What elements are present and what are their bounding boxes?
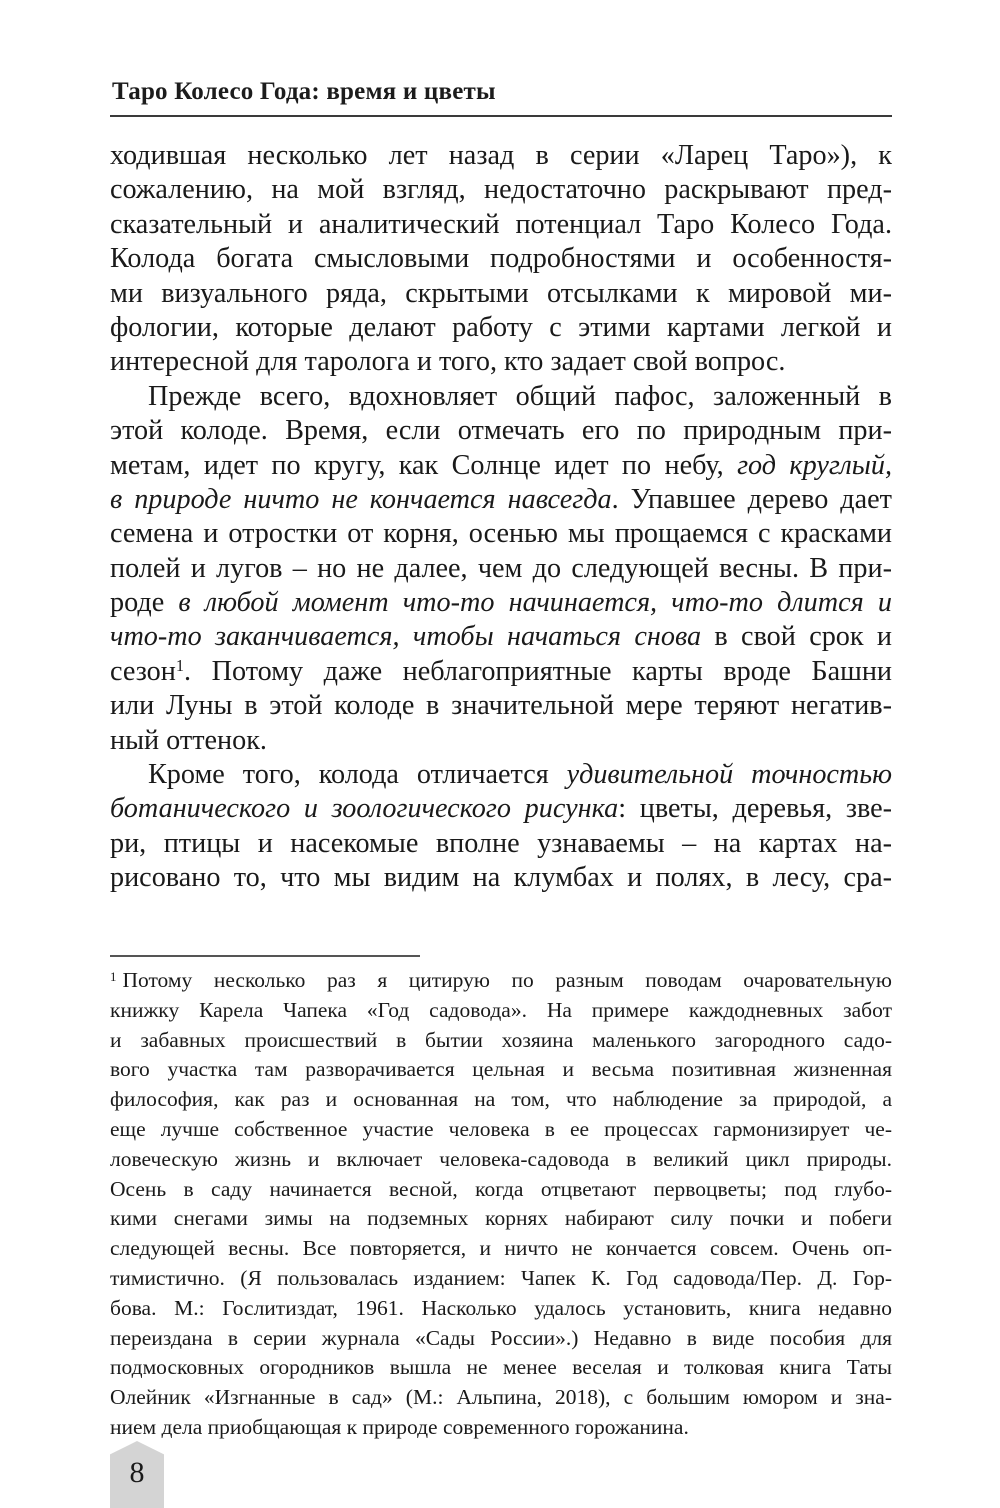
body-line: ботанического и зоологического рисунка: цветы, деревья, зве- [110, 793, 892, 825]
body-line: сказательный и аналитический потенциал Таро Колесо Года. [110, 208, 892, 240]
running-head: Таро Колесо Года: время и цветы [112, 78, 496, 105]
footnote-line: философия, как раз и основанная на том, что наблюдение за природой, а [110, 1087, 892, 1112]
footnote-line: переиздана в серии журнала «Сады России».) Недавно в виде пособия для [110, 1325, 892, 1350]
body-line: Прежде всего, вдохновляет общий пафос, заложенный в [148, 380, 892, 412]
footnote-line: бова. М.: Гослитиздат, 1961. Насколько удалось установить, книга недавно [110, 1295, 892, 1320]
footnote-line: нием дела приобщающая к природе современного горожанина. [110, 1414, 689, 1439]
body-line: в природе ничто не кончается навсегда. Упавшее дерево дает [110, 483, 892, 515]
body-text [110, 139, 892, 896]
body-line: интересной для таролога и того, кто задает свой вопрос. [110, 346, 786, 378]
footnote-line: тимистично. (Я пользовалась изданием: Чапек К. Год садовода/Пер. Д. Гор- [110, 1265, 892, 1290]
body-line: ми визуального ряда, скрытыми отсылками к мировой ми- [110, 277, 892, 309]
footnote [110, 966, 892, 1443]
header-rule [110, 115, 892, 117]
body-line: полей и лугов – но не далее, чем до следующей весны. В при- [110, 552, 892, 584]
footnote-line: $^1$ Потому несколько раз я цитирую по разным поводам очаровательную [110, 968, 892, 992]
body-line: сезон$^1$. Потому даже неблагоприятные карты вроде Башни [110, 655, 892, 687]
footnote-rule [110, 955, 420, 957]
body-line: Кроме того, колода отличается удивительной точностью [148, 759, 892, 791]
body-line: ри, птицы и насекомые вполне узнаваемы – на картах на- [110, 827, 892, 859]
body-line: Колода богата смысловыми подробностями и особенностя- [110, 243, 892, 275]
footnote-line: Осень в саду начинается весной, когда отцветают первоцветы; под глубо- [110, 1176, 892, 1201]
footnote-line: книжку Карела Чапека «Год садовода». На примере каждодневных забот [110, 997, 892, 1022]
footnote-line: следующей весны. Все повторяется, и ничто не кончается совсем. Очень оп- [110, 1236, 892, 1261]
body-line: рисовано то, что мы видим на клумбах и полях, в лесу, сра- [110, 862, 892, 894]
page-number: 8 [129, 1456, 145, 1489]
body-line: или Луны в этой колоде в значительной мере теряют негатив- [110, 690, 892, 722]
body-line: ный оттенок. [110, 724, 267, 756]
footnote-line: еще лучше собственное участие человека в ее процессах гармонизирует че- [110, 1116, 892, 1141]
footnote-line: подмосковных огородников вышла не менее веселая и толковая книга Таты [110, 1355, 892, 1380]
footnote-mark: 1 [110, 969, 117, 984]
footnote-line: ловеческую жизнь и включает человека-садовода в великий цикл природы. [110, 1146, 892, 1171]
body-line: фологии, которые делают работу с этими картами легкой и [110, 311, 892, 343]
body-line: семена и отростки от корня, осенью мы прощаемся с красками [110, 518, 892, 550]
footnote-line: и забавных происшествий в бытии хозяина маленького загородного садо- [110, 1027, 892, 1052]
body-line: что-то заканчивается, чтобы начаться снова в свой срок и [110, 621, 892, 653]
body-line: метам, идет по кругу, как Солнце идет по небу, год круглый, [110, 449, 892, 481]
footnote-line: Олейник «Изгнанные в сад» (М.: Альпина, 2018), с большим юмором и зна- [110, 1385, 892, 1410]
body-line: роде в любой момент что-то начинается, что-то длится и [110, 587, 892, 619]
footnote-line: кими снегами зимы на подземных корнях набирают силу почки и побеги [110, 1206, 892, 1231]
body-line: ходившая несколько лет назад в серии «Ларец Таро»), к [110, 140, 892, 171]
footnote-line: вого участка там разворачивается цельная и весьма позитивная жизненная [110, 1057, 892, 1082]
body-line: этой колоде. Время, если отмечать его по природным при- [110, 415, 892, 447]
body-line: сожалению, на мой взгляд, недостаточно раскрывают пред- [110, 174, 892, 206]
